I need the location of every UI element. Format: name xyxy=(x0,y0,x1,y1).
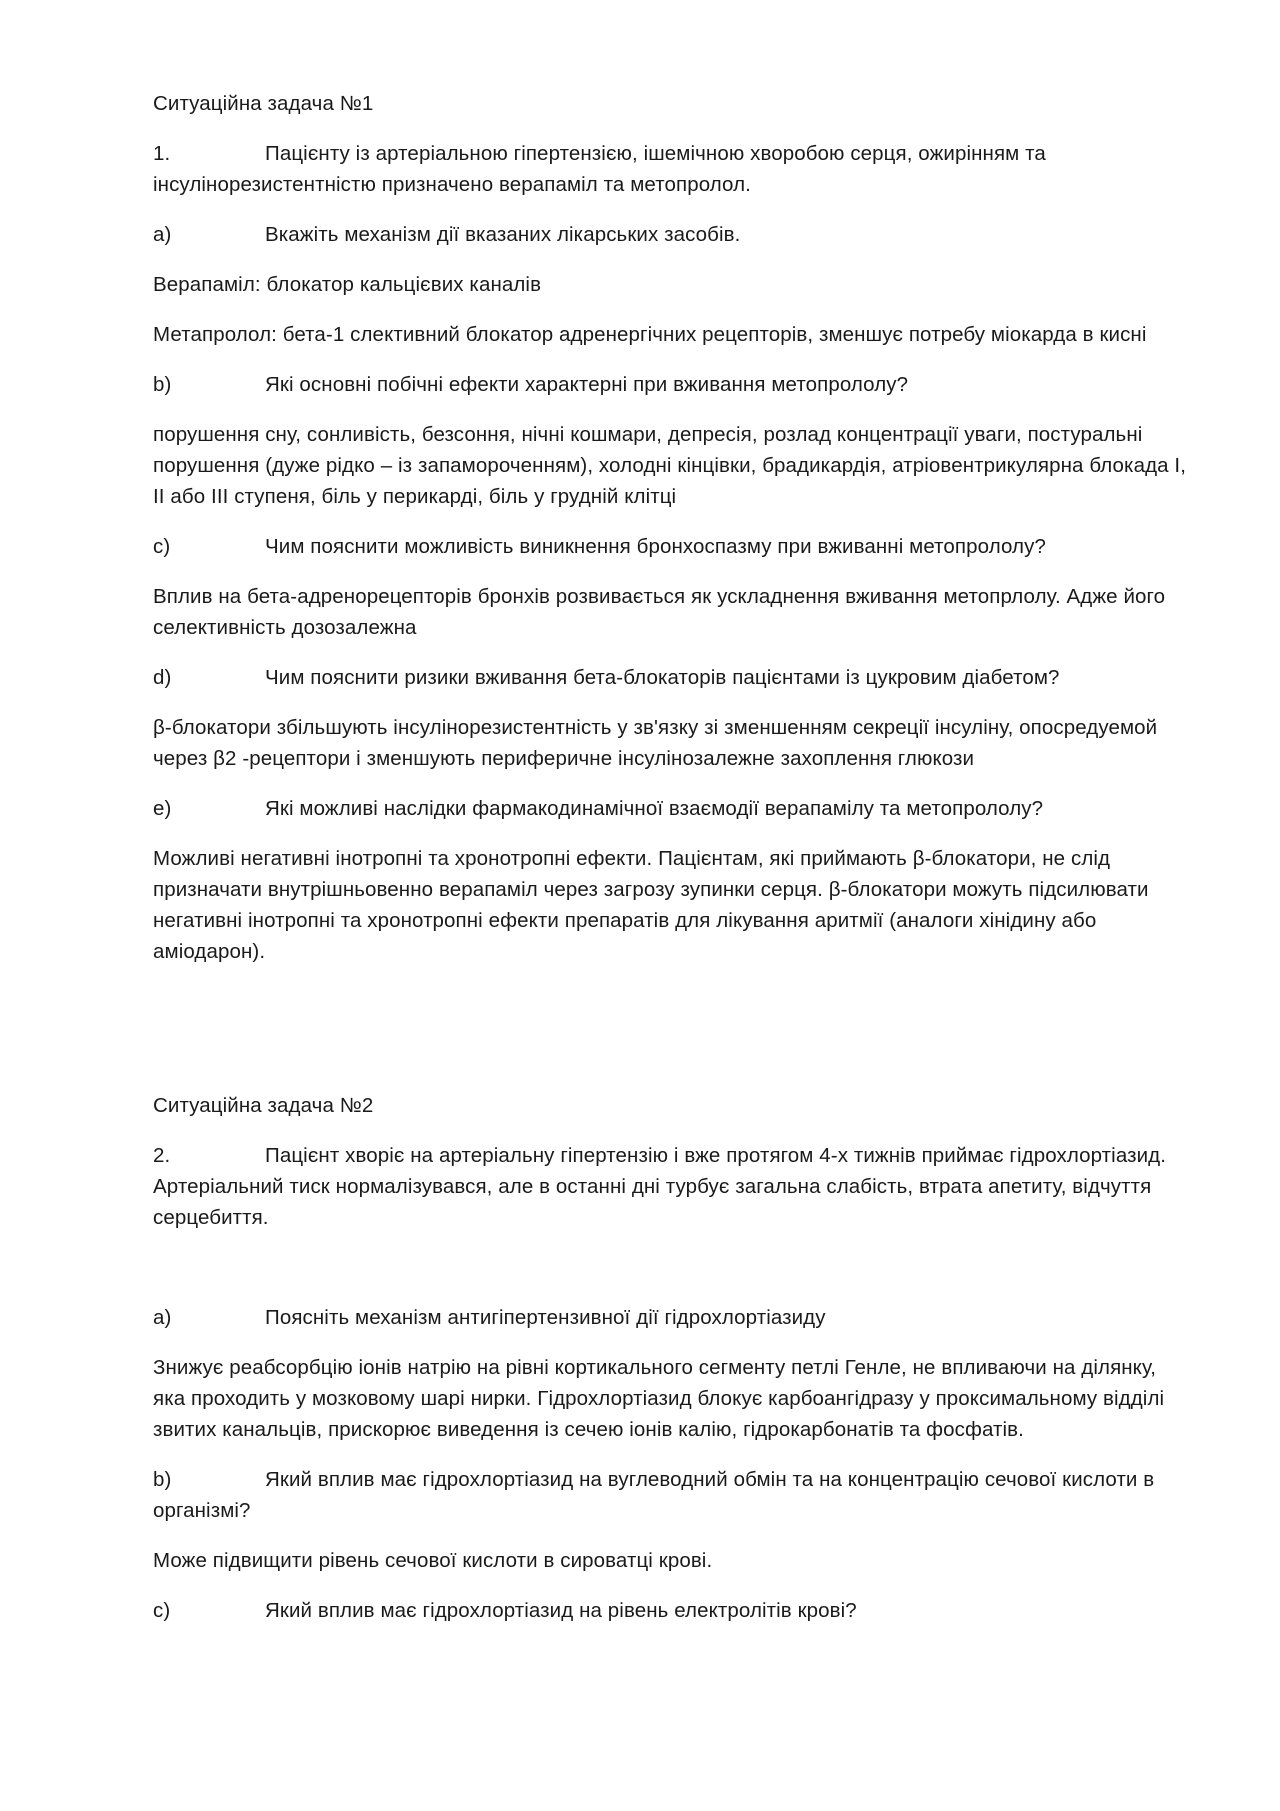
subquestion-label: b) xyxy=(153,373,172,396)
task1-answer-c: Вплив на бета-адренорецепторів бронхів розвивається як ускладнення вживання метопрлолу. Адже його селективність дозозалежна xyxy=(153,585,1166,639)
paragraph-spacer xyxy=(153,1252,1193,1302)
task2-question-text: Пацієнт хворіє на артеріальну гіпертензію і вже протягом 4-х тижнів приймає гідрохлортіазид. Артеріальний тиск нормалізувався, але в останні дні турбує загальна слабість, втрата апетиту, відчуття серцебиття. xyxy=(153,1144,1167,1229)
task1-question-number: 1. xyxy=(153,142,171,165)
subquestion-text: Які можливі наслідки фармакодинамічної взаємодії верапамілу та метопрололу? xyxy=(265,797,1044,820)
subquestion-label: e) xyxy=(153,797,172,820)
task2-subquestion-b xyxy=(153,1464,1193,1526)
task1-subquestion-c xyxy=(153,531,1193,562)
task1-subquestion-b xyxy=(153,369,1193,400)
subquestion-text: Вкажіть механізм дії вказаних лікарських засобів. xyxy=(265,223,741,246)
subquestion-text: Поясніть механізм антигіпертензивної дії гідрохлортіазиду xyxy=(265,1306,826,1329)
task1-title: Ситуаційна задача №1 xyxy=(153,92,374,115)
subquestion-text: Які основні побічні ефекти характерні при вживання метопрололу? xyxy=(265,373,909,396)
task2-subquestion-c xyxy=(153,1595,1193,1626)
subquestion-text: Чим пояснити можливість виникнення бронхоспазму при вживанні метопрололу? xyxy=(265,535,1046,558)
task1-subquestion-a xyxy=(153,219,1193,250)
subquestion-label: c) xyxy=(153,535,171,558)
task1-answer-a2: Метапролол: бета-1 слективний блокатор адренергічних рецепторів, зменшує потребу міокарда в кисні xyxy=(153,323,1147,346)
task1-question xyxy=(153,138,1193,200)
subquestion-label: c) xyxy=(153,1599,171,1622)
task1-answer-e: Можливі негативні інотропні та хронотропні ефекти. Пацієнтам, які приймають β-блокатори, не слід призначати внутрішньовенно верапаміл через загрозу зупинки серця. β-блокатори можуть підсилювати негативні інотропні та хронотропні ефекти препаратів для лікування аритмії (аналоги хінідину або аміодарон). xyxy=(153,847,1149,963)
task2-title: Ситуаційна задача №2 xyxy=(153,1094,374,1117)
task2-question-number: 2. xyxy=(153,1144,171,1167)
subquestion-label: a) xyxy=(153,223,172,246)
task2-question xyxy=(153,1140,1193,1233)
task1-question-text: Пацієнту із артеріальною гіпертензією, ішемічною хворобою серця, ожирінням та інсулінорезистентністю призначено верапаміл та метопролол. xyxy=(153,142,1046,196)
task1-subquestion-e xyxy=(153,793,1193,824)
subquestion-label: b) xyxy=(153,1468,172,1491)
task2-answer-a: Знижує реабсорбцію іонів натрію на рівні кортикального сегменту петлі Генле, не впливаючи на ділянку, яка проходить у мозковому шарі нирки. Гідрохлортіазид блокує карбоангідразу у проксимальному відділі звитих канальців, прискорює виведення із сечею іонів калію, гідрокарбонатів та фосфатів. xyxy=(153,1356,1165,1441)
task1-subquestion-d xyxy=(153,662,1193,693)
subquestion-label: a) xyxy=(153,1306,172,1329)
task2-answer-b: Може підвищити рівень сечової кислоти в сироватці крові. xyxy=(153,1549,713,1572)
task1-answer-a1: Верапаміл: блокатор кальцієвих каналів xyxy=(153,273,542,296)
task1-answer-b: порушення сну, сонливість, безсоння, нічні кошмари, депресія, розлад концентрації уваги, постуральні порушення (дуже рідко – із запамороченням), холодні кінцівки, брадикардія, атріовентрикулярна блокада I, II або III ступеня, біль у перикарді, біль у грудній клітці xyxy=(153,423,1187,508)
subquestion-label: d) xyxy=(153,666,172,689)
subquestion-text: Який вплив має гідрохлортіазид на вуглеводний обмін та на концентрацію сечової кислоти в організмі? xyxy=(153,1468,1155,1522)
task1-answer-d: β-блокатори збільшують інсулінорезистентність у зв'язку зі зменшенням секреції інсуліну, опосредуемой через β2 -рецептори і зменшують периферичне інсулінозалежне захоплення глюкози xyxy=(153,716,1158,770)
section-spacer xyxy=(153,986,1193,1090)
document-page xyxy=(153,88,1193,1645)
subquestion-text: Чим пояснити ризики вживання бета-блокаторів пацієнтами із цукровим діабетом? xyxy=(265,666,1060,689)
subquestion-text: Який вплив має гідрохлортіазид на рівень електролітів крові? xyxy=(265,1599,857,1622)
task2-subquestion-a xyxy=(153,1302,1193,1333)
